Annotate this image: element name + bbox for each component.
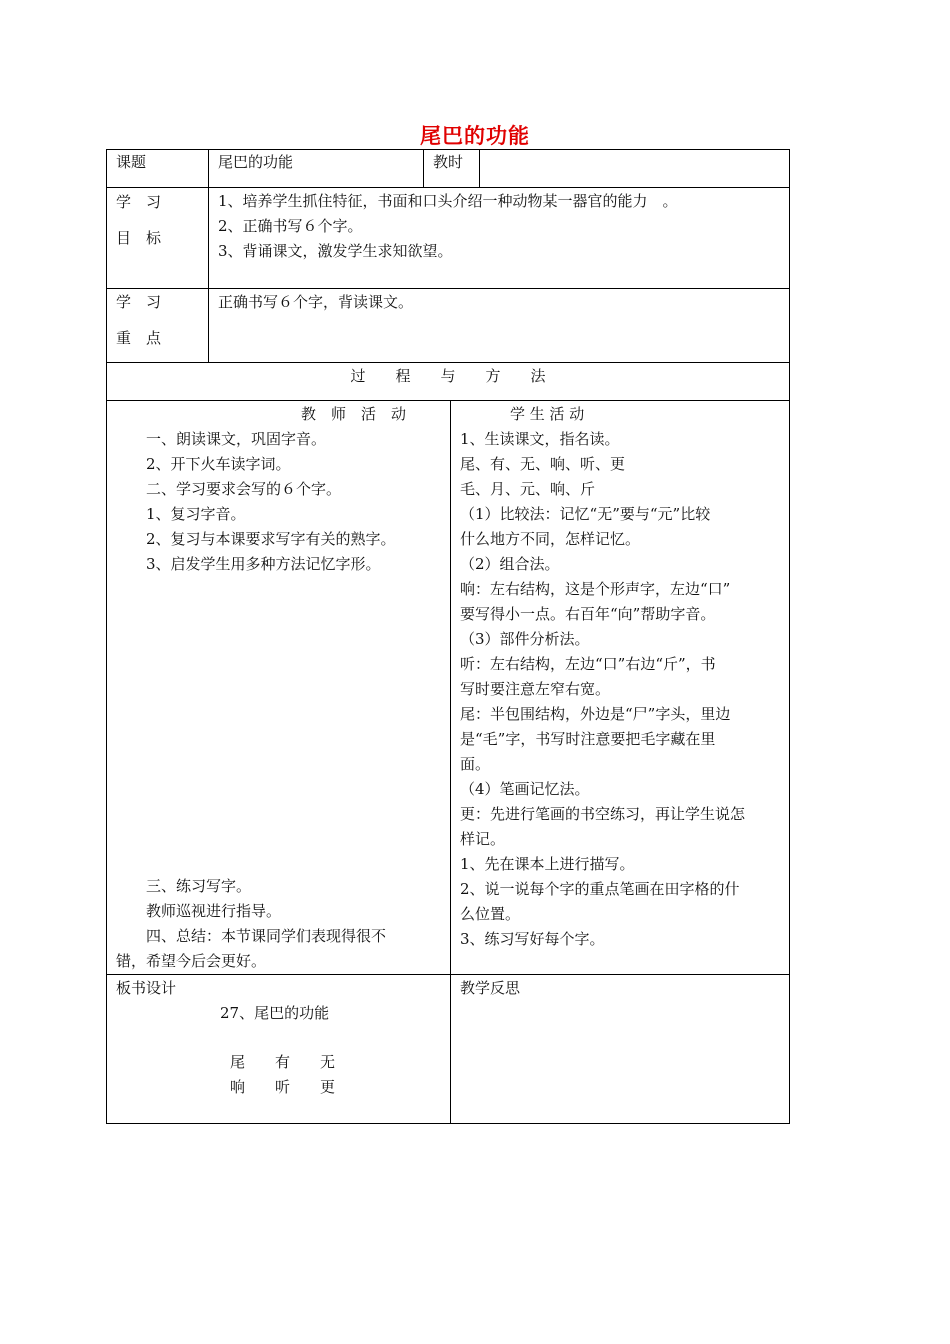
student-line: 写时要注意左窄右宽。 — [460, 680, 611, 698]
student-line: 听：左右结构，左边“口”右边“斤”，书 — [460, 655, 716, 673]
student-line: 面。 — [460, 755, 491, 773]
teacher-heading: 教 师 活 动 — [301, 405, 407, 423]
student-line: 毛、月、元、响、斤 — [460, 480, 596, 498]
teacher-line: 教师巡视进行指导。 — [116, 902, 282, 920]
student-line: 1、先在课本上进行描写。 — [460, 855, 635, 873]
teacher-activities-top — [116, 427, 396, 577]
teacher-line: 错，希望今后会更好。 — [116, 952, 267, 970]
teacher-line: 四、总结：本节课同学们表现得很不 — [116, 927, 387, 945]
teacher-line: 2、开下火车读字词。 — [116, 455, 291, 473]
goals-list — [218, 189, 678, 264]
goals-label-line1: 学 习 — [116, 193, 162, 211]
table-rule — [107, 362, 789, 363]
table-rule — [107, 187, 789, 188]
student-line: 是“毛”字，书写时注意要把毛字藏在里 — [460, 730, 716, 748]
table-rule — [107, 400, 789, 401]
student-line: 更：先进行笔画的书空练习，再让学生说怎 — [460, 805, 746, 823]
table-rule — [107, 974, 789, 975]
student-line: 尾、有、无、响、听、更 — [460, 455, 626, 473]
course-label: 课题 — [116, 153, 147, 171]
table-rule — [450, 400, 451, 1124]
focus-label-line1: 学 习 — [116, 293, 162, 311]
goal-item: 1、培养学生抓住特征，书面和口头介绍一种动物某一器官的能力 。 — [218, 192, 678, 210]
goal-item: 2、正确书写６个字。 — [218, 217, 363, 235]
student-line: 1、生读课文，指名读。 — [460, 430, 620, 448]
teacher-activities-bottom — [116, 874, 386, 974]
teacher-line: 2、复习与本课要求写字有关的熟字。 — [116, 530, 396, 548]
teacher-line: 1、复习字音。 — [116, 505, 246, 523]
document-title: 尾巴的功能 — [420, 123, 530, 148]
student-line: （4）笔画记忆法。 — [460, 780, 590, 798]
student-line: 3、练习写好每个字。 — [460, 930, 605, 948]
student-line: （3）部件分析法。 — [460, 630, 590, 648]
board-label: 板书设计 — [116, 979, 177, 997]
table-rule — [423, 150, 424, 187]
board-heading: 27、尾巴的功能 — [220, 1004, 330, 1022]
student-line: （1）比较法：记忆“无”要与“元”比较 — [460, 505, 711, 523]
process-header: 过 程 与 方 法 — [350, 367, 546, 385]
student-heading: 学 生 活 动 — [510, 405, 585, 423]
goal-item: 3、背诵课文，激发学生求知欲望。 — [218, 242, 453, 260]
period-label: 教时 — [433, 153, 464, 171]
reflection-label: 教学反思 — [460, 979, 521, 997]
goals-label-line2: 目 标 — [116, 229, 162, 247]
teacher-line: 一、朗读课文，巩固字音。 — [116, 430, 327, 448]
board-row-1: 尾 有 无 — [230, 1053, 336, 1071]
teacher-line: 二、学习要求会写的６个字。 — [116, 480, 342, 498]
student-line: （2）组合法。 — [460, 555, 560, 573]
table-rule — [107, 288, 789, 289]
student-activities — [460, 427, 745, 952]
table-rule — [479, 150, 480, 187]
student-line: 响：左右结构，这是个形声字，左边“口” — [460, 580, 731, 598]
board-row-2: 响 听 更 — [230, 1078, 336, 1096]
focus-label-line2: 重 点 — [116, 329, 162, 347]
lesson-plan-table — [106, 149, 790, 1124]
teacher-line: 三、练习写字。 — [116, 877, 252, 895]
student-line: 要写得小一点。右百年“向”帮助字音。 — [460, 605, 716, 623]
table-rule — [208, 150, 209, 362]
teacher-line: 3、启发学生用多种方法记忆字形。 — [116, 555, 381, 573]
focus-text: 正确书写６个字，背读课文。 — [218, 293, 414, 311]
student-line: 2、说一说每个字的重点笔画在田字格的什 — [460, 880, 740, 898]
student-line: 尾：半包围结构，外边是“尸”字头，里边 — [460, 705, 731, 723]
student-line: 样记。 — [460, 830, 506, 848]
student-line: 么位置。 — [460, 905, 521, 923]
course-value: 尾巴的功能 — [218, 153, 294, 171]
student-line: 什么地方不同，怎样记忆。 — [460, 530, 641, 548]
